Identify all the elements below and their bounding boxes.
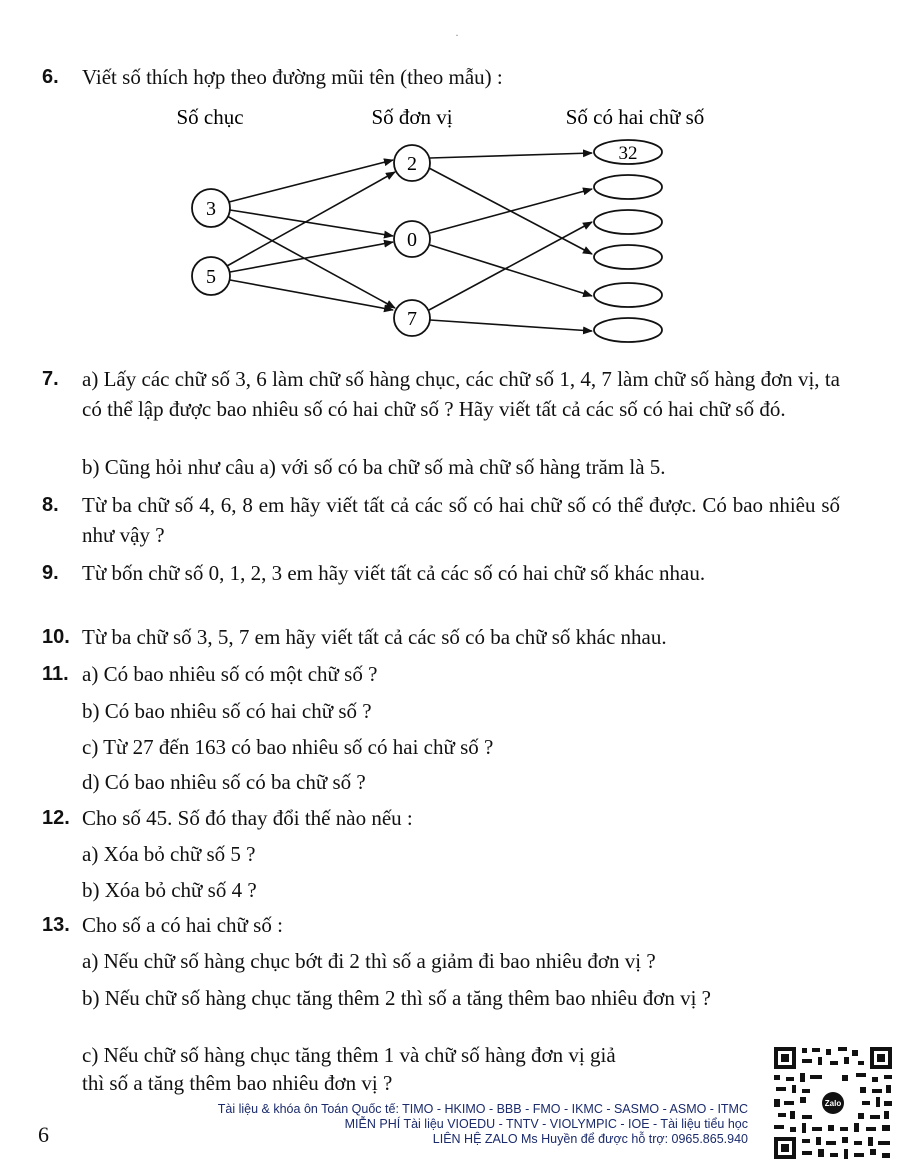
tens-3: 3	[206, 198, 216, 220]
header-tens: Số chục	[176, 105, 244, 129]
q12-part-a: a) Xóa bỏ chữ số 5 ?	[82, 842, 256, 866]
q13-part-c-continued: thì số a tăng thêm bao nhiêu đơn vị ?	[82, 1071, 393, 1095]
q8-text: Từ ba chữ số 4, 6, 8 em hãy viết tất cả các số có hai chữ số có thể được. Có bao nhiêu số như vậy ?	[82, 493, 840, 547]
q6-diagram	[0, 100, 900, 350]
q6-text: Viết số thích hợp theo đường mũi tên (theo mẫu) :	[82, 65, 503, 89]
q13-number: 13.	[42, 914, 70, 936]
q9-number: 9.	[42, 562, 59, 584]
header-two-digit: Số có hai chữ số	[565, 105, 705, 129]
q13-part-b: b) Nếu chữ số hàng chục tăng thêm 2 thì số a tăng thêm bao nhiêu đơn vị ?	[82, 986, 712, 1010]
q11-part-d: d) Có bao nhiêu số có ba chữ số ?	[82, 770, 366, 794]
q7-number: 7.	[42, 368, 59, 390]
footer-line-2: MIỄN PHÍ Tài liệu VIOEDU - TNTV - VIOLYMPIC - IOE - Tài liệu tiểu học	[344, 1117, 748, 1131]
q9-text: Từ bốn chữ số 0, 1, 2, 3 em hãy viết tất cả các số có hai chữ số khác nhau.	[82, 561, 706, 585]
tens-5: 5	[206, 266, 216, 288]
q11-part-b: b) Có bao nhiêu số có hai chữ số ?	[82, 699, 372, 723]
units-7: 7	[407, 308, 417, 330]
footer-line-1: Tài liệu & khóa ôn Toán Quốc tế: TIMO - HKIMO - BBB - FMO - IKMC - SASMO - ASMO - ITMC	[217, 1102, 748, 1116]
q12-number: 12.	[42, 807, 70, 829]
q6-number: 6.	[42, 66, 59, 88]
q11-part-c: c) Từ 27 đến 163 có bao nhiêu số có hai chữ số ?	[82, 735, 494, 759]
header-units: Số đơn vị	[371, 105, 453, 129]
units-0: 0	[407, 229, 417, 251]
q12-part-b: b) Xóa bỏ chữ số 4 ?	[82, 878, 257, 902]
scan-dot: ·	[455, 28, 459, 42]
result-sample: 32	[618, 143, 638, 164]
q13-part-a: a) Nếu chữ số hàng chục bớt đi 2 thì số a giảm đi bao nhiêu đơn vị ?	[82, 949, 656, 973]
q7-part-a: a) Lấy các chữ số 3, 6 làm chữ số hàng chục, các chữ số 1, 4, 7 làm chữ số hàng đơn vị, ta có thể lập được bao nhiêu số có hai chữ số ? Hãy viết tất cả các số có hai chữ số đó.	[82, 367, 840, 421]
q11-part-a: a) Có bao nhiêu số có một chữ số ?	[82, 662, 378, 686]
qr-zalo-label: Zalo	[824, 1099, 842, 1108]
q12-text: Cho số 45. Số đó thay đổi thế nào nếu :	[82, 806, 413, 830]
units-2: 2	[407, 153, 417, 175]
zalo-qr-code	[772, 1045, 894, 1161]
q13-part-c: c) Nếu chữ số hàng chục tăng thêm 1 và chữ số hàng đơn vị giả	[82, 1043, 616, 1067]
q8-number: 8.	[42, 494, 59, 516]
q10-text: Từ ba chữ số 3, 5, 7 em hãy viết tất cả các số có ba chữ số khác nhau.	[82, 625, 667, 649]
q7-part-b: b) Cũng hỏi như câu a) với số có ba chữ số mà chữ số hàng trăm là 5.	[82, 455, 666, 479]
q11-number: 11.	[42, 663, 69, 685]
q10-number: 10.	[42, 626, 70, 648]
footer-line-3: LIÊN HỆ ZALO Ms Huyền để được hỗ trợ: 0965.865.940	[432, 1132, 748, 1146]
page-number: 6	[38, 1122, 49, 1147]
q13-text: Cho số a có hai chữ số :	[82, 913, 283, 937]
